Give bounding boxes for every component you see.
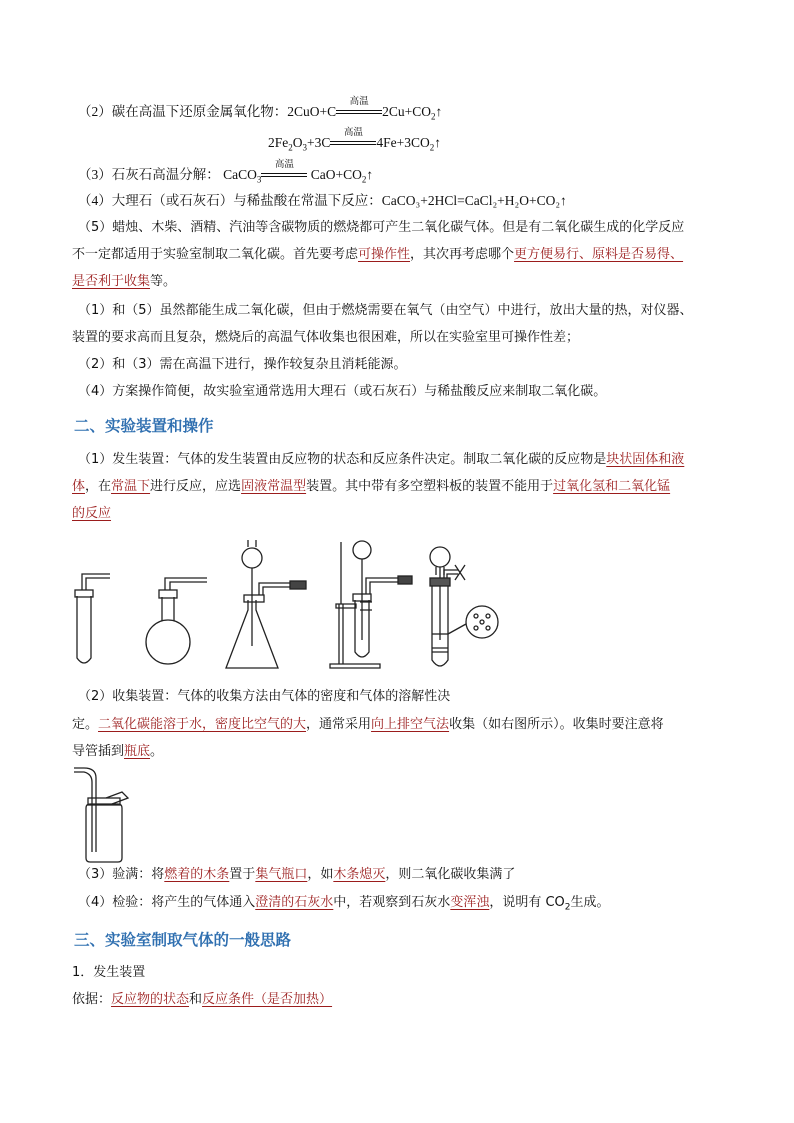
analysis-line-4: （4）方案操作简便，故实验室通常选用大理石（或石灰石）与稀盐酸反应来制取二氧化碳。: [78, 384, 607, 399]
answer-reactant-state: 块状固体和液: [606, 452, 685, 467]
generator-line-3: 的反应: [72, 506, 112, 521]
section2-heading: 二、实验装置和操作: [74, 417, 214, 435]
analysis-line-1: （1）和（5）虽然都能生成二氧化碳，但由于燃烧需要在氧气（由空气）中进行，放出大量的热，对仪器、: [78, 303, 693, 318]
generator-line-2: 体，在常温下进行反应，应选固液常温型装置。其中带有多空塑料板的装置不能用于过氧化氢和二氧化锰: [72, 479, 671, 494]
combustion-line-3: 是否利于收集等。: [72, 274, 177, 289]
answer-bottle-mouth: 集气瓶口: [255, 867, 308, 882]
answer-convenience: 更方便易行、原料是否易得、: [514, 247, 684, 262]
limestone-left: CaCO: [223, 167, 257, 182]
answer-collection: 是否利于收集: [72, 274, 151, 289]
limestone-label: （3）石灰石高温分解：: [78, 167, 220, 182]
test-tube-apparatus: [75, 574, 110, 663]
eq2-left: 2Fe: [268, 135, 289, 150]
round-flask-apparatus: [146, 578, 207, 664]
gas-collection-bottle: [74, 768, 128, 862]
answer-operability: 可操作性: [358, 247, 411, 262]
marble-acid-line: [78, 192, 567, 210]
answer-h2o2-mno2: 过氧化氢和二氧化锰: [553, 479, 671, 494]
answer-reaction-condition: 反应条件（是否加热）: [202, 992, 333, 1007]
carbon-reduction-line: （2）碳在高温下还原金属氧化物：2CuO+C 高温 $2Cu+CO_2↑$: [78, 97, 443, 122]
section3-heading: 三、实验室制取气体的一般思路: [74, 931, 292, 949]
analysis-line-3: （2）和（3）需在高温下进行，操作较复杂且消耗能源。: [78, 357, 407, 372]
fe-reduction-line: $2Fe_2O_3+3C$ 高温 $4Fe+3CO_2↑$: [268, 128, 441, 153]
collection-line-2: 定。二氧化碳能溶于水，密度比空气的大，通常采用向上排空气法收集（如右图所示）。收集时要注意将: [72, 717, 664, 732]
eq2-right: 4Fe+3CO: [376, 135, 430, 150]
porous-plate-apparatus: [430, 547, 498, 666]
section3-item1: 1．发生装置: [72, 965, 146, 980]
answer-room-temp: 常温下: [111, 479, 151, 494]
section3-basis: 依据：反应物的状态和反应条件（是否加热）: [72, 992, 333, 1007]
carbon-reduction-label: （2）碳在高温下还原金属氧化物：: [78, 104, 288, 119]
combustion-line-2: 不一定都适用于实验室制取二氧化碳。首先要考虑可操作性，其次再考虑哪个更方便易行、原料是否易得、: [72, 247, 684, 262]
analysis-line-2: 装置的要求高而且复杂，燃烧后的高温气体收集也很困难，所以在实验室里可操作性差；: [72, 330, 580, 345]
limestone-line: （3）石灰石高温分解： CaCO$_3$ 高温 $CaO+CO_2↑$: [78, 160, 374, 185]
eq1-condition: 高温: [336, 102, 382, 116]
conical-flask-apparatus: [226, 540, 306, 668]
eq1-left: 2CuO+C: [287, 104, 337, 119]
answer-limewater: 澄清的石灰水: [255, 895, 334, 910]
answer-extinguish: 木条熄灭: [333, 867, 386, 882]
generator-line-1: （1）发生装置：气体的发生装置由反应物的状态和反应条件决定。制取二氧化碳的反应物是块状固体和液: [78, 452, 685, 467]
answer-burning-stick: 燃着的木条: [164, 867, 230, 882]
answer-device-type: 固液常温型: [241, 479, 307, 494]
answer-reactant-state-2: 反应物的状态: [111, 992, 190, 1007]
answer-turbid: 变浑浊: [450, 895, 490, 910]
collection-line-3: 导管插到瓶底。: [72, 744, 164, 759]
stand-apparatus: [330, 541, 412, 668]
marble-acid-label: （4）大理石（或石灰石）与稀盐酸在常温下反应：: [78, 193, 382, 208]
answer-upward-air: 向上排空气法: [371, 717, 450, 732]
eq1-right: 2Cu+CO: [382, 104, 431, 119]
combustion-line-1: （5）蜡烛、木柴、酒精、汽油等含碳物质的燃烧都可产生二氧化碳气体。但是有二氧化碳生成的化学反应: [78, 220, 685, 235]
answer-bottle-bottom: 瓶底: [124, 744, 151, 759]
check-full-line: （3）验满：将燃着的木条置于集气瓶口，如木条熄灭，则二氧化碳收集满了: [78, 867, 516, 882]
marble-acid-equation: CaCO₃+2HCl=CaCl₂+H₂O+CO₂↑: [381, 193, 567, 208]
limestone-right: CaO+CO: [310, 167, 362, 182]
test-line: （4）检验：将产生的气体通入澄清的石灰水中，若观察到石灰水变浑浊，说明有 $CO_2$生成。: [78, 895, 610, 913]
collection-line-1: （2）收集装置：气体的收集方法由气体的密度和气体的溶解性决: [78, 689, 451, 704]
limestone-condition: 高温: [261, 165, 307, 179]
answer-co2-properties: 二氧化碳能溶于水，密度比空气的大: [98, 717, 307, 732]
eq2-condition: 高温: [330, 133, 376, 147]
